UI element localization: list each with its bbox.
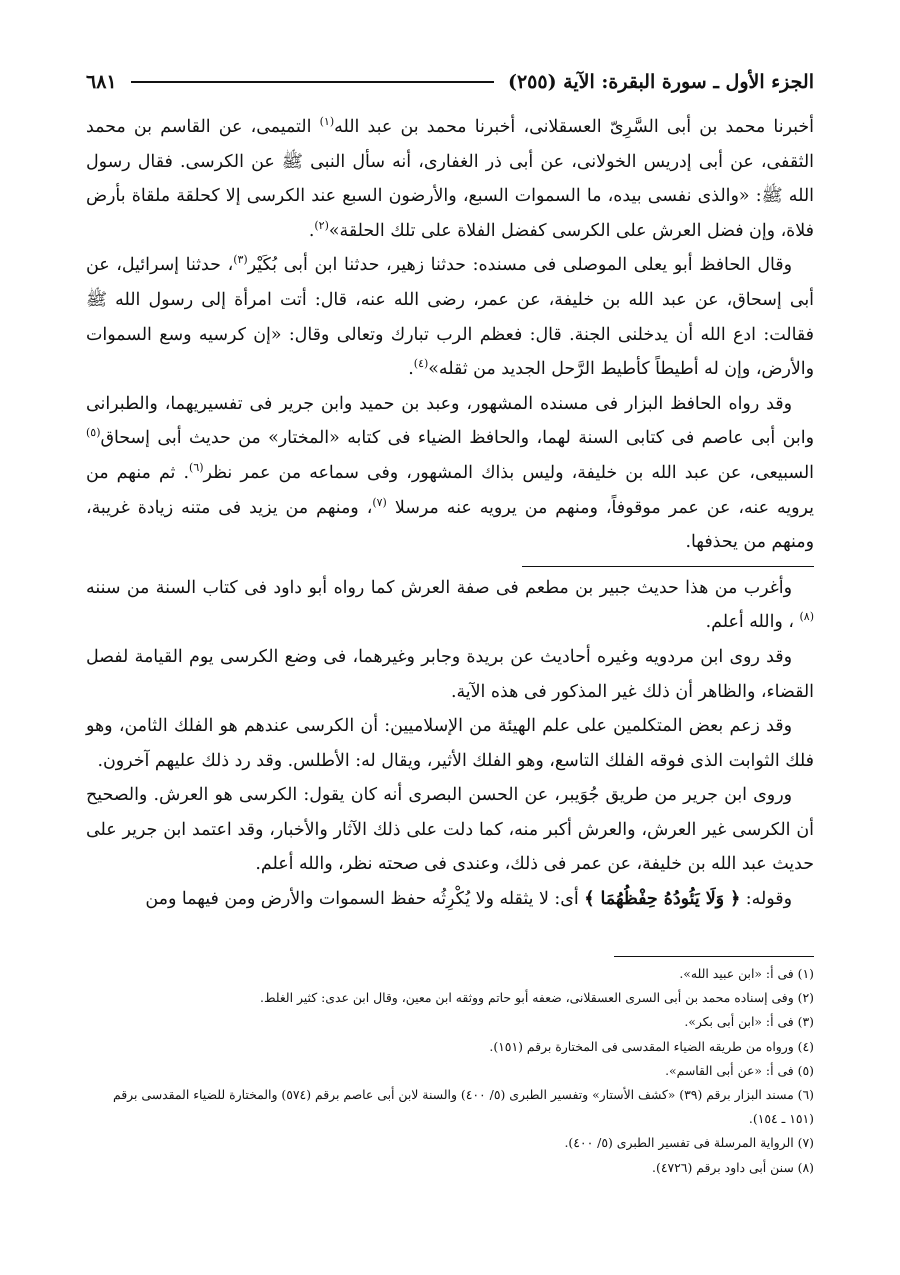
text-segment: وقد زعم بعض المتكلمين على علم الهيئة من الإسلاميين: أن الكرسى عندهم هو الفلك الثامن، وهو فلك الثوابت الذى فوقه الفلك التاسع، وهو الفلك الأثير، ويقال له: الأطلس. وقد رد ذلك عليهم آخرون.	[86, 716, 814, 771]
footnote-rule	[614, 956, 814, 957]
footnote-7: (٧) الرواية المرسلة فى تفسير الطبرى (٥/ ٤٠٠).	[564, 1135, 814, 1151]
text-segment: وقوله:	[740, 889, 792, 910]
footnote-ref-8: (٨)	[799, 610, 814, 624]
footnote-ref-4: (٤)	[413, 357, 429, 371]
paragraph-1	[86, 110, 814, 248]
footnote-3: (٣) فى أ: «ابن أبى بكر».	[684, 1014, 814, 1030]
quran-verse: ﴿ وَلَا يَئُودُهُ حِفْظُهُمَا ﴾	[584, 889, 741, 910]
paragraph-4	[86, 571, 814, 640]
paragraph-3	[86, 387, 814, 560]
text-segment: . ثم منهم من يرويه عنه، عن عمر موقوفاً، ومنهم من يرويه عنه مرسلا	[86, 462, 814, 518]
text-segment: ، ومنهم من يزيد فى متنه زيادة غريبة، ومنهم من يحذفها.	[86, 497, 814, 553]
footnote-ref-7: (٧)	[372, 495, 387, 509]
text-segment: وقال الحافظ أبو يعلى الموصلى فى مسنده: حدثنا زهير، حدثنا ابن أبى بُكَيْر	[247, 255, 793, 276]
footnote-ref-6: (٦)	[189, 461, 204, 475]
header-rule	[131, 81, 494, 83]
text-segment: التميمى، عن القاسم بن محمد الثقفى، عن أبى إدريس الخولانى، عن أبى ذر الغفارى، أنه سأل النبى ﷺ عن الكرسى. فقال رسول الله ﷺ: «والذى نفسى بيده، ما السموات السبع، والأرضون السبع عند الكرسى إلا كحلقة ملقاة بأرض فلاة، وإن فضل العرش على الكرسى كفضل الفلاة على تلك الحلقة»	[86, 117, 814, 241]
footnote-6: (٦) مسند البزار برقم (٣٩) «كشف الأستار» وتفسير الطبرى (٥/ ٤٠٠) والسنة لابن أبى عاصم برقم (٥٧٤) والمختارة للضياء المقدسى برقم (١٥١ ـ ١٥٤).	[113, 1087, 814, 1127]
paragraph-2	[86, 248, 814, 386]
paragraph-7	[86, 778, 814, 882]
footnote-1: (١) فى أ: «ابن عبيد الله».	[679, 966, 814, 981]
footnote-ref-2: (٢)	[314, 218, 329, 232]
footnotes	[86, 962, 814, 1180]
text-segment: ، حدثنا إسرائيل، عن أبى إسحاق، عن عبد الله بن خليفة، عن عمر، رضى الله عنه، قال: أتت امرأة إلى رسول الله ﷺ فقالت: ادع الله أن يدخلنى الجنة. قال: فعظم الرب تبارك وتعالى وقال: «إن كرسيه وسع السموات والأرض، وإن له أطيطاً كأطيط الرَّحل الجديد من ثقله»	[86, 255, 814, 380]
text-segment: أخبرنا محمد بن أبى السَّرِىّ العسقلانى، أخبرنا محمد بن عبد الله	[334, 117, 814, 137]
text-segment: ، والله أعلم.	[705, 612, 800, 633]
footnote-2: (٢) وفى إسناده محمد بن أبى السرى العسقلانى، ضعفه أبو حاتم ووثقه ابن معين، وقال ابن عدى: كثير الغلط.	[260, 990, 814, 1006]
text-segment: وأغرب من هذا حديث جبير بن مطعم فى صفة العرش كما رواه أبو داود فى كتاب السنة من سننه	[86, 577, 792, 598]
footnote-ref-5: (٥)	[86, 426, 101, 440]
footnote-ref-3: (٣)	[233, 253, 248, 267]
text-segment: السبيعى، عن عبد الله بن خليفة، وليس بذاك المشهور، وفى سماعه من عمر نظر	[203, 462, 815, 483]
text-segment: وقد رواه الحافظ البزار فى مسنده المشهور، وعبد بن حميد وابن جرير فى تفسيريهما، والطبرانى وابن أبى عاصم فى كتابى السنة لهما، والحافظ الضياء فى كتابه «المختار» من حديث أبى إسحاق	[86, 393, 814, 449]
text-segment: وقد روى ابن مردويه وغيره أحاديث عن بريدة وجابر وغيرهما، فى وضع الكرسى يوم القيامة لفصل القضاء، والظاهر أن ذلك غير المذكور فى هذه الآية.	[86, 646, 814, 702]
footnote-5: (٥) فى أ: «عن أبى القاسم».	[665, 1062, 814, 1078]
section-rule	[522, 566, 814, 567]
body-text	[86, 110, 814, 917]
text-segment: وروى ابن جرير من طريق جُوَيبر، عن الحسن البصرى أنه كان يقول: الكرسى هو العرش. والصحيح أن الكرسى غير العرش، والعرش أكبر منه، كما دلت على ذلك الآثار والأخبار، وقد اعتمد ابن جرير على حديث عبد الله بن خليفة، عن عمر فى ذلك، وعندى فى صحته نظر، والله أعلم.	[86, 785, 814, 875]
footnote-8: (٨) سنن أبى داود برقم (٤٧٢٦).	[652, 1159, 814, 1175]
footnote-ref-1: (١)	[319, 115, 335, 129]
paragraph-8	[86, 882, 814, 917]
paragraph-6	[86, 709, 814, 778]
text-segment: .	[308, 220, 315, 241]
text-segment: .	[408, 359, 414, 380]
text-segment: أى: لا يثقله ولا يُكْرِثُه حفظ السموات والأرض ومن فيهما ومن	[145, 889, 585, 910]
page-number: ٦٨١	[86, 71, 117, 93]
footnote-4: (٤) ورواه من طريقه الضياء المقدسى فى المختارة برقم (١٥١).	[489, 1038, 814, 1054]
running-title: الجزء الأول ـ سورة البقرة: الآية (٢٥٥)	[507, 71, 814, 93]
paragraph-5	[86, 640, 814, 709]
page-header	[86, 66, 814, 98]
